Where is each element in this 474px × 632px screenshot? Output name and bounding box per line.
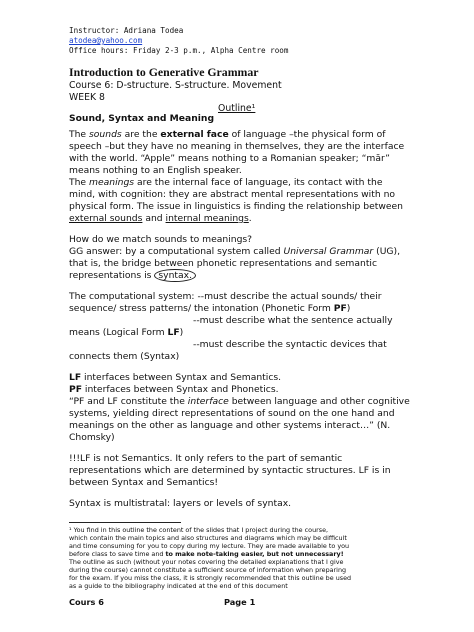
p2-line-1: How do we match sounds to meanings? (69, 234, 253, 245)
p1-line-6: mind, with cognition: they are abstract mental representations with no (69, 189, 396, 200)
email-link[interactable] (69, 36, 142, 46)
instructor-line: Instructor: Adriana Todea (69, 26, 184, 35)
p3-line-2: sequence/ stress patterns/ the intonation (Phonetic Form PF) (69, 303, 351, 314)
email-text[interactable]: atodea@yahoo.com (69, 36, 143, 45)
footnote-line-8: as a guide to the bibliography indicated at the end of this document (69, 582, 288, 590)
p6-line: Syntax is multistratal: layers or levels of syntax. (69, 498, 292, 509)
p1-line-1: The sounds are the external face of language –the physical form of (69, 129, 386, 140)
p3-line-6: connects them (Syntax) (69, 351, 180, 362)
week-line: WEEK 8 (69, 92, 105, 103)
footnote-line-4: before class to save time and to make note-taking easier, but not unnecessary! (69, 550, 344, 558)
section-heading: Sound, Syntax and Meaning (69, 113, 215, 124)
p4-line-3: “PF and LF constitute the interface between language and other cognitive (69, 396, 410, 407)
footer-course: Cours 6 (69, 597, 104, 607)
footnote-line-2: which contain the main topics and also structures and diagrams which may be difficult (69, 534, 347, 542)
p1-line-4: means nothing to an English speaker. (69, 165, 242, 176)
p4-line-5: meanings on the other as language and other systems interact…” (N. (69, 420, 391, 431)
footnote-rule (69, 522, 181, 523)
office-hours-line: Office hours: Friday 2-3 p.m., Alpha Centre room (69, 46, 289, 55)
p3-line-1: The computational system: --must describe the actual sounds/ their (69, 291, 382, 302)
p1-line-7: physical form. The issue in linguistics is finding the relationship between (69, 201, 403, 212)
p1-line-3: with the world. “Apple” means nothing to a Romanian speaker; “măr” (69, 153, 390, 164)
footnote-line-7: for the exam. If you miss the class, it is strongly recommended that this outline be used (69, 574, 352, 582)
p3-line-5: --must describe the syntactic devices that (193, 339, 387, 350)
p5-line-2: representations which are determined by syntactic structures. LF is in (69, 465, 391, 476)
outline-heading: Outline¹ (218, 103, 256, 114)
document-title: Introduction to Generative Grammar (69, 65, 259, 79)
footer-page-number: Page 1 (224, 597, 256, 607)
p3-line-3: --must describe what the sentence actually (193, 315, 393, 326)
p1-line-2: speech –but they have no meaning in themselves, they are the interface (69, 141, 405, 152)
p1-line-5: The meanings are the internal face of language, its contact with the (69, 177, 383, 188)
footnote-line-6: during the course) cannot constitute a sufficient source of information when preparing (69, 566, 347, 574)
p4-line-2: PF interfaces between Syntax and Phonetics. (69, 384, 279, 395)
p4-line-1: LF interfaces between Syntax and Semantics. (69, 372, 282, 383)
p4-line-6: Chomsky) (69, 432, 115, 443)
footnote-line-3: and time consuming for you to copy during my lecture. They are made available to you (69, 542, 350, 550)
p2-line-3: that is, the bridge between phonetic representations and semantic (69, 258, 378, 269)
p1-line-8: external sounds and internal meanings. (69, 213, 252, 224)
footnote-line-5: The outline as such (without your notes covering the detailed explanations that I give (69, 558, 344, 566)
footnote-line-1: ¹ You find in this outline the content of the slides that I project during the course, (69, 526, 329, 534)
p2-line-4: representations is syntax. (69, 270, 196, 282)
course-line: Course 6: D-structure. S-structure. Movement (69, 80, 282, 91)
p3-line-4: means (Logical Form LF) (69, 327, 184, 338)
p2-line-2: GG answer: by a computational system called Universal Grammar (UG), (69, 246, 401, 257)
p5-line-1: !!!LF is not Semantics. It only refers to the part of semantic (69, 453, 343, 464)
p5-line-3: between Syntax and Semantics! (69, 477, 219, 488)
p4-line-4: systems, yielding direct representations of sound on the one hand and (69, 408, 395, 419)
